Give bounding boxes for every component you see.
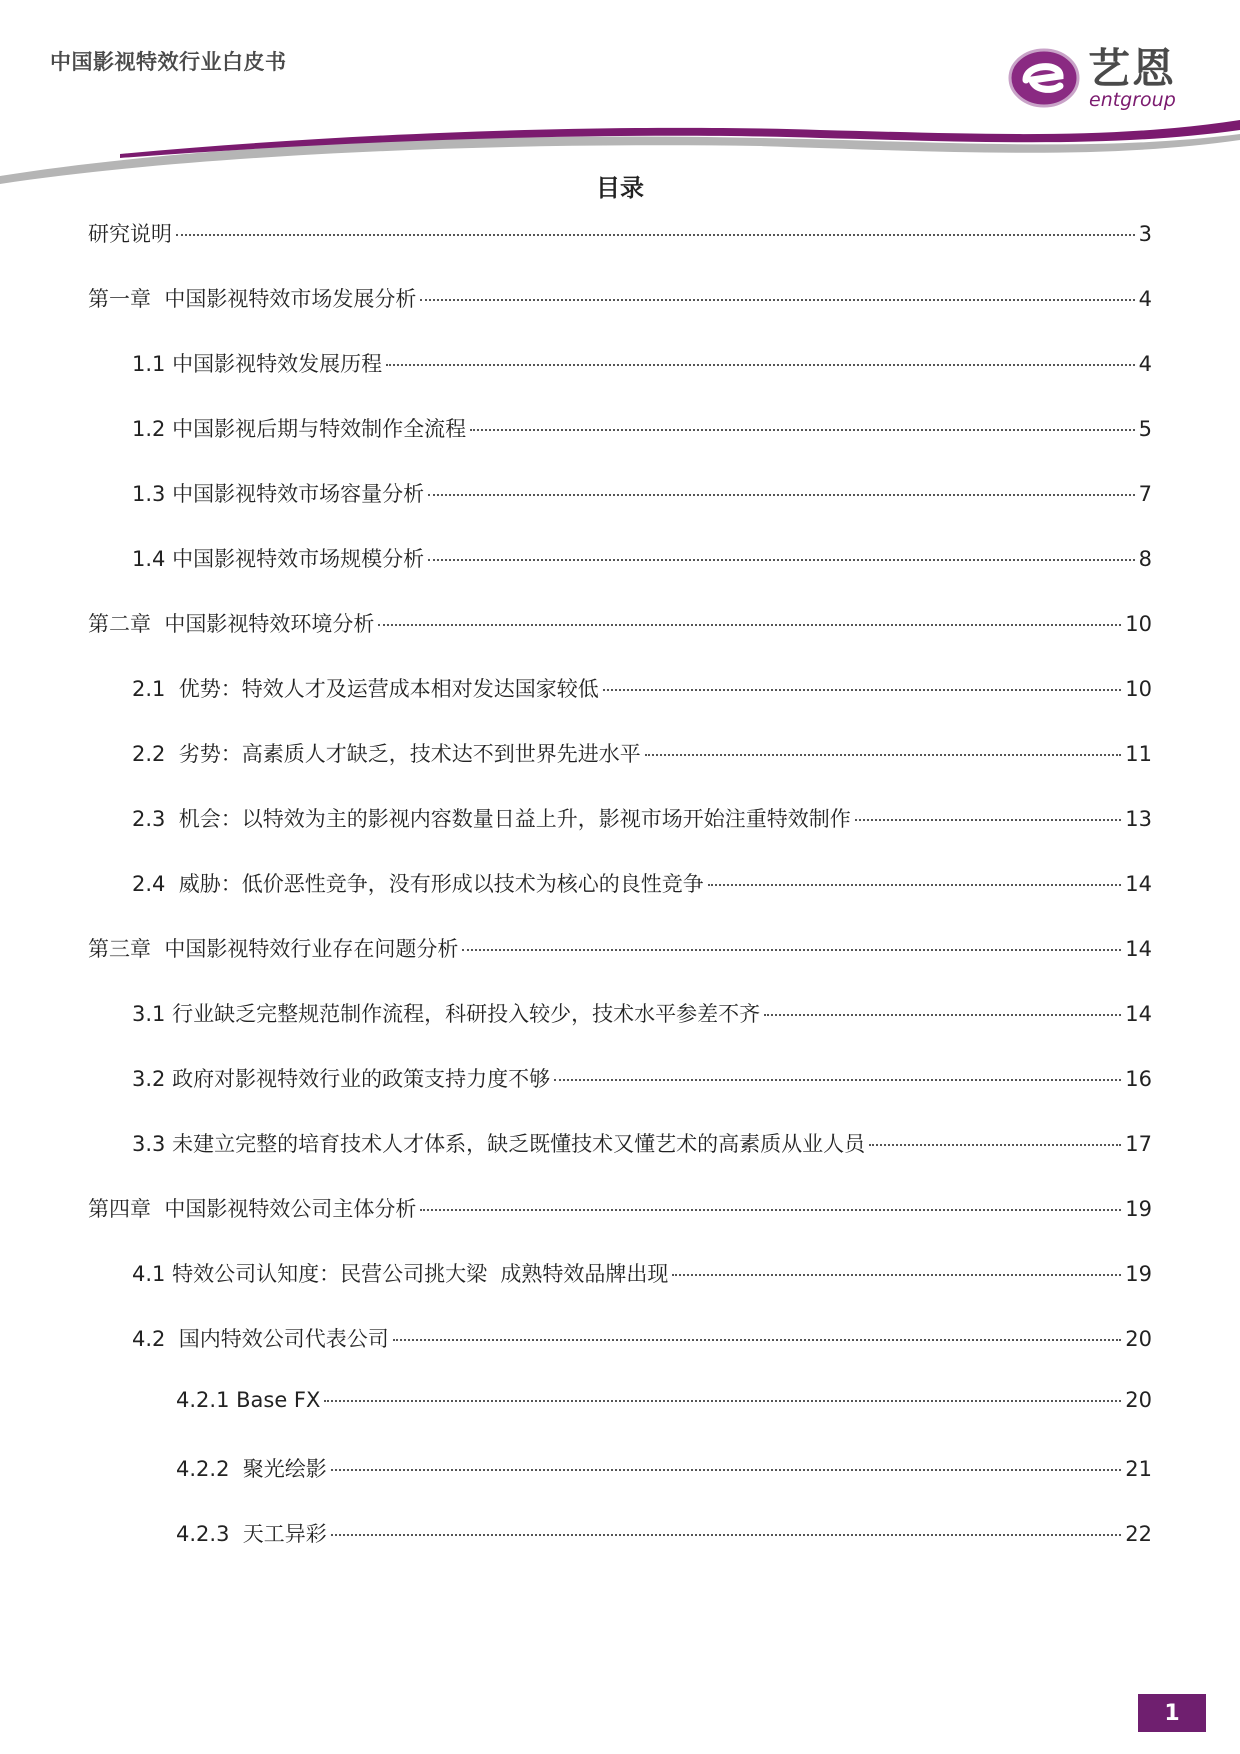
toc-entry[interactable] [88,478,1152,543]
toc-entry[interactable] [88,543,1152,608]
toc-entry-page: 13 [1125,807,1152,831]
toc-entry-label: 1.2 中国影视后期与特效制作全流程 [132,417,467,441]
toc-dot-leader [331,1534,1121,1536]
toc-entry-page: 20 [1125,1327,1152,1351]
toc-entry[interactable] [88,1323,1152,1388]
toc-dot-leader [462,949,1121,951]
toc-title: 目录 [596,174,644,202]
toc-entry[interactable] [88,1193,1152,1258]
toc-entry-page: 19 [1125,1197,1152,1221]
toc-entry-label: 2.2 劣势：高素质人才缺乏，技术达不到世界先进水平 [132,742,641,766]
toc-entry[interactable] [88,283,1152,348]
toc-dot-leader [428,494,1135,496]
toc-dot-leader [331,1469,1121,1471]
toc-entry[interactable] [88,998,1152,1063]
toc-entry[interactable] [88,218,1152,283]
logo-english-text: entgroup [1089,89,1176,111]
toc-entry-label: 4.2 国内特效公司代表公司 [132,1327,389,1351]
toc-entry-page: 22 [1125,1522,1152,1546]
document-header-title: 中国影视特效行业白皮书 [50,50,287,74]
toc-entry[interactable] [88,868,1152,933]
toc-entry-label: 4.2.2 聚光绘影 [176,1457,327,1481]
toc-entry-page: 19 [1125,1262,1152,1286]
toc-entry-page: 11 [1125,742,1152,766]
toc-entry-page: 14 [1125,872,1152,896]
toc-dot-leader [324,1400,1121,1402]
toc-entry-label: 4.2.3 天工异彩 [176,1522,327,1546]
toc-entry[interactable] [88,608,1152,673]
toc-dot-leader [428,559,1135,561]
toc-entry[interactable] [88,1453,1152,1518]
toc-entry-page: 5 [1138,417,1152,441]
toc-dot-leader [708,884,1122,886]
toc-entry-label: 2.3 机会：以特效为主的影视内容数量日益上升，影视市场开始注重特效制作 [132,807,851,831]
toc-entry-label: 研究说明 [88,222,172,246]
toc-entry-page: 14 [1125,937,1152,961]
toc-entry[interactable] [88,1063,1152,1128]
toc-entry-label: 1.4 中国影视特效市场规模分析 [132,547,425,571]
toc-entry-label: 4.2.1 Base FX [176,1388,321,1412]
toc-entry[interactable] [88,803,1152,868]
toc-entry-page: 17 [1125,1132,1152,1156]
toc-dot-leader [420,1209,1121,1211]
toc-entry[interactable] [88,1518,1152,1583]
toc-dot-leader [393,1339,1122,1341]
toc-entry[interactable] [88,1388,1152,1453]
toc-dot-leader [672,1274,1121,1276]
toc-entry-page: 21 [1125,1457,1152,1481]
table-of-contents [88,218,1152,1583]
toc-entry-page: 7 [1138,482,1152,506]
toc-entry[interactable] [88,673,1152,738]
toc-dot-leader [176,234,1135,236]
toc-dot-leader [378,624,1121,626]
toc-entry-page: 8 [1138,547,1152,571]
toc-entry-label: 3.1 行业缺乏完整规范制作流程，科研投入较少，技术水平参差不齐 [132,1002,761,1026]
toc-entry-label: 4.1 特效公司认知度：民营公司挑大梁 成熟特效品牌出现 [132,1262,669,1286]
toc-entry[interactable] [88,738,1152,803]
toc-entry-page: 16 [1125,1067,1152,1091]
toc-entry[interactable] [88,933,1152,998]
toc-entry-label: 3.2 政府对影视特效行业的政策支持力度不够 [132,1067,551,1091]
toc-entry-page: 20 [1125,1388,1152,1412]
toc-dot-leader [764,1014,1121,1016]
toc-entry-page: 4 [1138,287,1152,311]
toc-dot-leader [869,1144,1121,1146]
toc-entry-page: 4 [1138,352,1152,376]
toc-entry[interactable] [88,1128,1152,1193]
toc-entry[interactable] [88,348,1152,413]
page-number-badge: 1 [1138,1694,1206,1732]
entgroup-logo [1008,38,1198,114]
toc-entry-page: 10 [1125,677,1152,701]
toc-entry-label: 2.1 优势：特效人才及运营成本相对发达国家较低 [132,677,599,701]
toc-entry-label: 第四章 中国影视特效公司主体分析 [88,1197,417,1221]
toc-entry-label: 第二章 中国影视特效环境分析 [88,612,375,636]
logo-chinese-text: 艺恩 [1088,44,1177,93]
toc-entry[interactable] [88,413,1152,478]
toc-entry-label: 2.4 威胁：低价恶性竞争，没有形成以技术为核心的良性竞争 [132,872,704,896]
toc-dot-leader [386,364,1135,366]
toc-dot-leader [645,754,1122,756]
toc-entry-label: 1.3 中国影视特效市场容量分析 [132,482,425,506]
toc-entry[interactable] [88,1258,1152,1323]
toc-dot-leader [603,689,1122,691]
toc-dot-leader [855,819,1122,821]
toc-dot-leader [420,299,1134,301]
toc-entry-page: 14 [1125,1002,1152,1026]
toc-entry-label: 1.1 中国影视特效发展历程 [132,352,383,376]
toc-entry-label: 3.3 未建立完整的培育技术人才体系，缺乏既懂技术又懂艺术的高素质从业人员 [132,1132,866,1156]
toc-dot-leader [470,429,1135,431]
toc-entry-page: 3 [1138,222,1152,246]
entgroup-logo-icon [1008,42,1084,110]
toc-entry-label: 第一章 中国影视特效市场发展分析 [88,287,417,311]
toc-dot-leader [554,1079,1121,1081]
toc-entry-page: 10 [1125,612,1152,636]
toc-entry-label: 第三章 中国影视特效行业存在问题分析 [88,937,459,961]
